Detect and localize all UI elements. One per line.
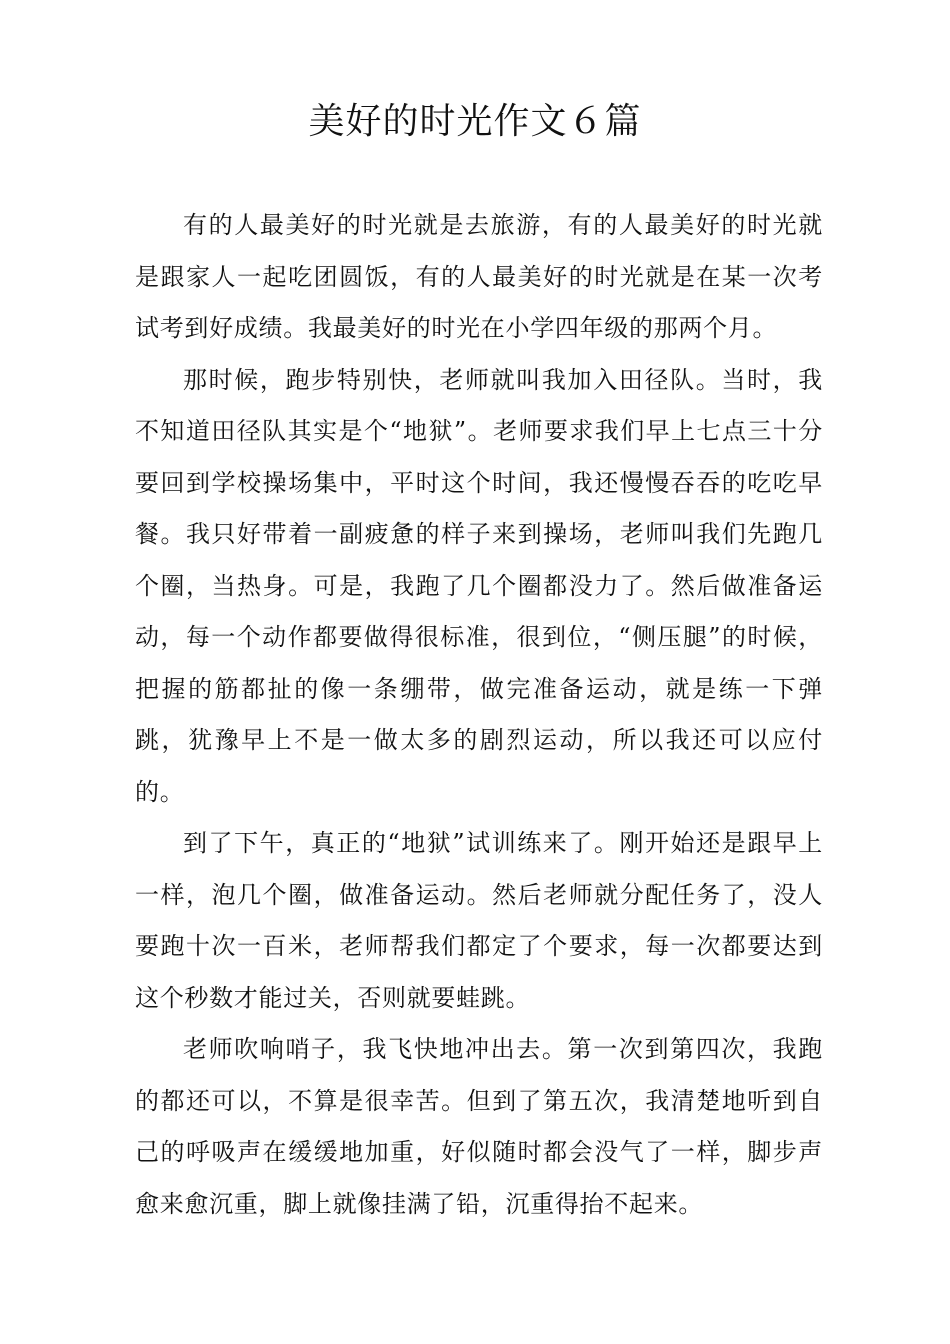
document-body: [135, 200, 823, 1230]
paragraph-3: 到了下午，真正的“地狱”试训练来了。刚开始还是跟早上一样，泡几个圈，做准备运动。然后老师就分配任务了，没人要跑十次一百米，老师帮我们都定了个要求，每一次都要达到这个秒数才能过关，否则就要蛙跳。: [135, 829, 823, 1012]
paragraph-4: 老师吹响哨子，我飞快地冲出去。第一次到第四次，我跑的都还可以，不算是很幸苦。但到了第五次，我清楚地听到自己的呼吸声在缓缓地加重，好似随时都会没气了一样，脚步声愈来愈沉重，脚上就像挂满了铅，沉重得抬不起来。: [135, 1035, 823, 1218]
document-title: 美好的时光作文６篇: [308, 101, 642, 142]
paragraph-2: 那时候，跑步特别快，老师就叫我加入田径队。当时，我不知道田径队其实是个“地狱”。老师要求我们早上七点三十分要回到学校操场集中，平时这个时间，我还慢慢吞吞的吃吃早餐。我只好带着一副疲惫的样子来到操场，老师叫我们先跑几个圈，当热身。可是，我跑了几个圈都没力了。然后做准备运动，每一个动作都要做得很标准，很到位，“侧压腿”的时候，把握的筋都扯的像一条绷带，做完准备运动，就是练一下弹跳，犹豫早上不是一做太多的剧烈运动，所以我还可以应付的。: [135, 365, 823, 806]
paragraph-1: 有的人最美好的时光就是去旅游，有的人最美好的时光就是跟家人一起吃团圆饭，有的人最美好的时光就是在某一次考试考到好成绩。我最美好的时光在小学四年级的那两个月。: [135, 211, 823, 342]
